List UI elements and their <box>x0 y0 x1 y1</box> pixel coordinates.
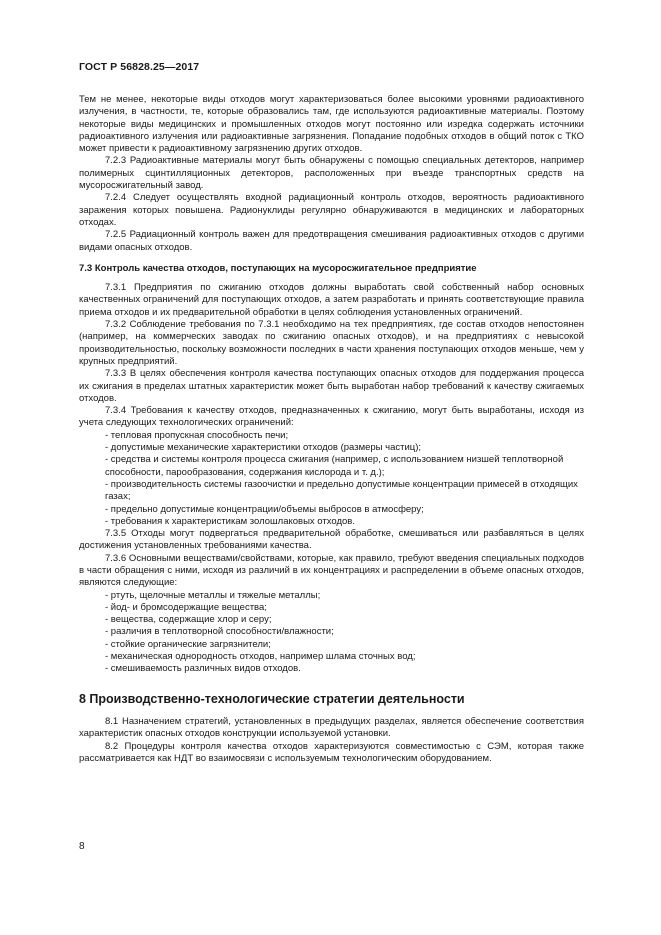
page-number: 8 <box>79 841 85 852</box>
paragraph-7-3-2: 7.3.2 Соблюдение требования по 7.3.1 необходимо на тех предприятиях, где состав отходов непостоянен (например, на коммерческих заводах по сжиганию опасных отходов), и на предприятиях с невысокой производительностью, поскольку возможности последних в части хранения поступающих отходов меньше, чем у крупных предприятий. <box>79 319 584 367</box>
substances-list <box>79 590 584 676</box>
list-item: - допустимые механические характеристики отходов (размеры частиц); <box>105 442 422 454</box>
list-item: - смешиваемость различных видов отходов. <box>105 663 301 675</box>
paragraph-7-3-5: 7.3.5 Отходы могут подвергаться предварительной обработке, смешиваться или разбавляться в целях достижения установленных требованиями качества. <box>79 528 584 552</box>
constraints-list <box>79 430 584 528</box>
list-item: - производительность системы газоочистки и предельно допустимые концентрации примесей в отходящих газах; <box>105 478 578 503</box>
paragraph-8-2: 8.2 Процедуры контроля качества отходов характеризуются совместимостью с СЭМ, которая также рассматривается как НДТ во взаимосвязи с используемым технологическим оборудованием. <box>79 740 584 764</box>
paragraph-7-2-3: 7.2.3 Радиоактивные материалы могут быть обнаружены с помощью специальных детекторов, например полимерных сцинтилляционных детекторов, расположенных при въезде транспортных средств на мусоросжигательный завод. <box>79 155 584 192</box>
paragraph-7-2-5: 7.2.5 Радиационный контроль важен для предотвращения смешивания радиоактивных отходов с другими видами опасных отходов. <box>79 229 584 253</box>
list-item: - тепловая пропускная способность печи; <box>105 429 289 441</box>
paragraph-7-3-6: 7.3.6 Основными веществами/свойствами, которые, как правило, требуют введения специальных подходов в части обращения с ними, исходя из различий в их концентрациях и распределении в объеме опасных отходов, являются следующие: <box>79 552 584 589</box>
list-item: - стойкие органические загрязнители; <box>105 638 271 650</box>
section-heading-8: 8 Производственно-технологические стратегии деятельности <box>79 691 465 706</box>
list-item: - предельно допустимые концентрации/объемы выбросов в атмосферу; <box>105 503 424 515</box>
paragraph-7-3-4: 7.3.4 Требования к качеству отходов, предназначенных к сжиганию, могут быть выработаны, исходя из учета следующих технологических ограничений: <box>79 405 584 429</box>
subsection-heading-7-3: 7.3 Контроль качества отходов, поступающих на мусоросжигательное предприятие <box>79 262 477 274</box>
paragraph-7-3-1: 7.3.1 Предприятия по сжиганию отходов должны выработать свой собственный набор основных качественных ограничений для поступающих отходов, а затем разработать и принять соответствующие правила приема отходов и их предварительной обработки в целях соблюдения установленных ограничений. <box>79 282 584 318</box>
paragraph-intro: Тем не менее, некоторые виды отходов могут характеризоваться более высокими уровнями радиоактивного излучения, в частности, те, которые образовались там, где используются радиоактивные материалы. Поэтому некоторые виды медицинских и промышленных отходов могут постоянно или изредка содержать источники радиоактивного излучения или радиоактивные загрязнения. Попадание подобных отходов в общий поток с ТКО может привести к радиоактивному загрязнению других отходов. <box>79 94 584 155</box>
document-header: ГОСТ Р 56828.25—2017 <box>79 61 200 73</box>
list-item: - средства и системы контроля процесса сжигания (например, с использованием низшей теплотворной способности, парообразования, содержания кислорода и т. д.); <box>105 454 564 478</box>
list-item: - ртуть, щелочные металлы и тяжелые металлы; <box>105 589 321 601</box>
list-item: - йод- и бромсодержащие вещества; <box>105 601 267 613</box>
list-item: - вещества, содержащие хлор и серу; <box>105 614 272 626</box>
list-item: - механическая однородность отходов, например шлама сточных вод; <box>105 651 416 663</box>
list-item: - различия в теплотворной способности/влажности; <box>105 626 334 638</box>
paragraph-7-3-3: 7.3.3 В целях обеспечения контроля качества поступающих опасных отходов для поддержания процесса их сжигания в пределах штатных характеристик может быть выработан набор требований к качеству сжигаемых отходов. <box>79 368 584 404</box>
document-body <box>79 94 584 765</box>
list-item: - требования к характеристикам золошлаковых отходов. <box>105 515 355 527</box>
paragraph-8-1: 8.1 Назначением стратегий, установленных в предыдущих разделах, является обеспечение соответствия характеристик опасных отходов конструкции используемой установки. <box>79 715 584 740</box>
paragraph-7-2-4: 7.2.4 Следует осуществлять входной радиационный контроль отходов, вероятность радиоактивного заражения которых повышена. Радионуклиды регулярно обнаруживаются в медицинских и лабораторных отходах. <box>79 192 584 228</box>
